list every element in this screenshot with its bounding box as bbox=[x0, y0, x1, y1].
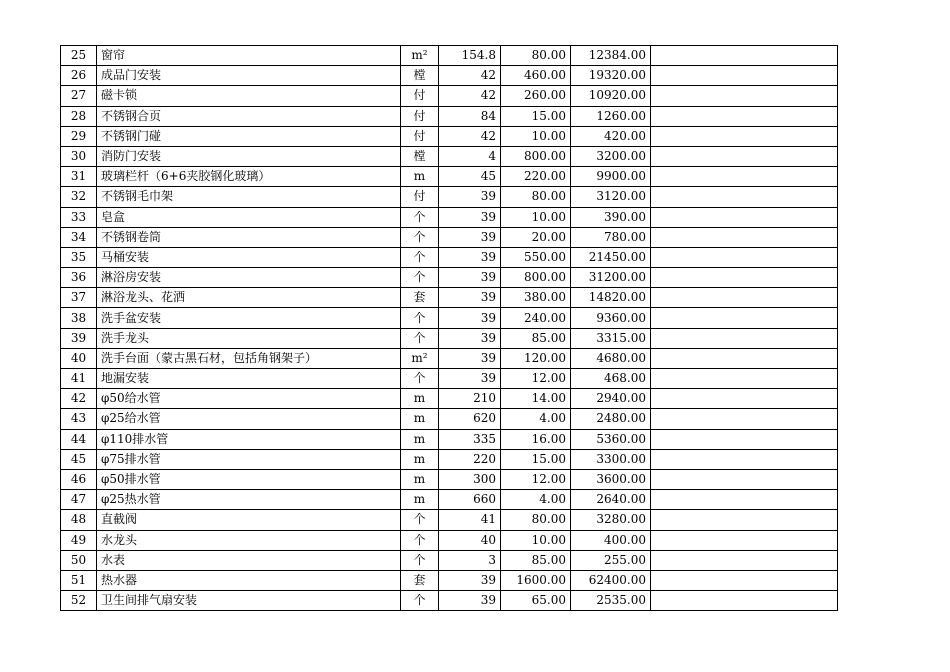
row-number-cell: 45 bbox=[61, 449, 97, 469]
amount-cell: 2940.00 bbox=[571, 389, 651, 409]
row-number-cell: 50 bbox=[61, 550, 97, 570]
row-number-cell: 48 bbox=[61, 510, 97, 530]
item-name-cell: 水表 bbox=[97, 550, 401, 570]
unit-cell: 个 bbox=[401, 227, 439, 247]
unit-cell: 个 bbox=[401, 369, 439, 389]
unit-cell: 个 bbox=[401, 308, 439, 328]
quantity-cell: 154.8 bbox=[439, 46, 501, 66]
unit-cell: 套 bbox=[401, 570, 439, 590]
amount-cell: 12384.00 bbox=[571, 46, 651, 66]
quantity-cell: 300 bbox=[439, 469, 501, 489]
quantity-cell: 39 bbox=[439, 207, 501, 227]
row-number-cell: 52 bbox=[61, 591, 97, 611]
empty-cell bbox=[651, 207, 838, 227]
empty-cell bbox=[651, 146, 838, 166]
item-name-cell: 不锈钢合页 bbox=[97, 106, 401, 126]
item-name-cell: 窗帘 bbox=[97, 46, 401, 66]
empty-cell bbox=[651, 268, 838, 288]
item-name-cell: φ110排水管 bbox=[97, 429, 401, 449]
unit-price-cell: 460.00 bbox=[501, 66, 571, 86]
amount-cell: 3600.00 bbox=[571, 469, 651, 489]
row-number-cell: 27 bbox=[61, 86, 97, 106]
unit-cell: m² bbox=[401, 46, 439, 66]
unit-price-cell: 800.00 bbox=[501, 268, 571, 288]
unit-cell: m bbox=[401, 490, 439, 510]
item-name-cell: 卫生间排气扇安装 bbox=[97, 591, 401, 611]
amount-cell: 2480.00 bbox=[571, 409, 651, 429]
item-name-cell: 淋浴房安装 bbox=[97, 268, 401, 288]
unit-cell: 个 bbox=[401, 510, 439, 530]
empty-cell bbox=[651, 530, 838, 550]
row-number-cell: 46 bbox=[61, 469, 97, 489]
unit-cell: 个 bbox=[401, 247, 439, 267]
quantity-cell: 41 bbox=[439, 510, 501, 530]
unit-price-cell: 85.00 bbox=[501, 328, 571, 348]
quantity-cell: 42 bbox=[439, 66, 501, 86]
row-number-cell: 31 bbox=[61, 167, 97, 187]
item-name-cell: 不锈钢门碰 bbox=[97, 126, 401, 146]
table-row bbox=[61, 570, 838, 590]
unit-price-cell: 10.00 bbox=[501, 207, 571, 227]
table-row bbox=[61, 348, 838, 368]
item-name-cell: 热水器 bbox=[97, 570, 401, 590]
item-name-cell: 洗手台面（蒙古黑石材，包括角钢架子） bbox=[97, 348, 401, 368]
amount-cell: 2640.00 bbox=[571, 490, 651, 510]
amount-cell: 9360.00 bbox=[571, 308, 651, 328]
quantity-cell: 39 bbox=[439, 369, 501, 389]
quantity-cell: 39 bbox=[439, 268, 501, 288]
item-name-cell: 水龙头 bbox=[97, 530, 401, 550]
empty-cell bbox=[651, 187, 838, 207]
unit-cell: m bbox=[401, 389, 439, 409]
row-number-cell: 47 bbox=[61, 490, 97, 510]
unit-cell: m bbox=[401, 167, 439, 187]
table-row bbox=[61, 449, 838, 469]
quantity-cell: 220 bbox=[439, 449, 501, 469]
table-row bbox=[61, 46, 838, 66]
quantity-cell: 39 bbox=[439, 591, 501, 611]
unit-cell: 个 bbox=[401, 550, 439, 570]
quantity-cell: 42 bbox=[439, 86, 501, 106]
amount-cell: 4680.00 bbox=[571, 348, 651, 368]
empty-cell bbox=[651, 167, 838, 187]
row-number-cell: 25 bbox=[61, 46, 97, 66]
amount-cell: 1260.00 bbox=[571, 106, 651, 126]
row-number-cell: 36 bbox=[61, 268, 97, 288]
quantity-cell: 39 bbox=[439, 348, 501, 368]
item-name-cell: 洗手龙头 bbox=[97, 328, 401, 348]
row-number-cell: 32 bbox=[61, 187, 97, 207]
empty-cell bbox=[651, 46, 838, 66]
quantity-cell: 40 bbox=[439, 530, 501, 550]
quantity-price-table bbox=[60, 45, 838, 611]
quantity-cell: 39 bbox=[439, 570, 501, 590]
unit-cell: 个 bbox=[401, 328, 439, 348]
item-name-cell: 消防门安装 bbox=[97, 146, 401, 166]
row-number-cell: 35 bbox=[61, 247, 97, 267]
empty-cell bbox=[651, 66, 838, 86]
empty-cell bbox=[651, 369, 838, 389]
row-number-cell: 33 bbox=[61, 207, 97, 227]
amount-cell: 9900.00 bbox=[571, 167, 651, 187]
table-row bbox=[61, 187, 838, 207]
table-row bbox=[61, 288, 838, 308]
quantity-cell: 335 bbox=[439, 429, 501, 449]
table-row bbox=[61, 469, 838, 489]
table-row bbox=[61, 429, 838, 449]
amount-cell: 420.00 bbox=[571, 126, 651, 146]
quantity-cell: 39 bbox=[439, 187, 501, 207]
item-name-cell: 不锈钢卷筒 bbox=[97, 227, 401, 247]
unit-price-cell: 12.00 bbox=[501, 469, 571, 489]
table-row bbox=[61, 146, 838, 166]
table-row bbox=[61, 268, 838, 288]
item-name-cell: 成品门安装 bbox=[97, 66, 401, 86]
item-name-cell: φ75排水管 bbox=[97, 449, 401, 469]
empty-cell bbox=[651, 328, 838, 348]
quantity-cell: 42 bbox=[439, 126, 501, 146]
table-row bbox=[61, 247, 838, 267]
unit-cell: 个 bbox=[401, 268, 439, 288]
empty-cell bbox=[651, 449, 838, 469]
unit-price-cell: 10.00 bbox=[501, 126, 571, 146]
unit-price-cell: 10.00 bbox=[501, 530, 571, 550]
empty-cell bbox=[651, 247, 838, 267]
unit-cell: 付 bbox=[401, 106, 439, 126]
empty-cell bbox=[651, 126, 838, 146]
item-name-cell: φ25给水管 bbox=[97, 409, 401, 429]
amount-cell: 19320.00 bbox=[571, 66, 651, 86]
row-number-cell: 26 bbox=[61, 66, 97, 86]
unit-cell: 个 bbox=[401, 591, 439, 611]
amount-cell: 468.00 bbox=[571, 369, 651, 389]
unit-cell: 个 bbox=[401, 530, 439, 550]
unit-price-cell: 80.00 bbox=[501, 46, 571, 66]
row-number-cell: 41 bbox=[61, 369, 97, 389]
empty-cell bbox=[651, 490, 838, 510]
quantity-cell: 39 bbox=[439, 328, 501, 348]
row-number-cell: 40 bbox=[61, 348, 97, 368]
item-name-cell: 磁卡锁 bbox=[97, 86, 401, 106]
amount-cell: 255.00 bbox=[571, 550, 651, 570]
empty-cell bbox=[651, 409, 838, 429]
table-row bbox=[61, 86, 838, 106]
empty-cell bbox=[651, 389, 838, 409]
amount-cell: 21450.00 bbox=[571, 247, 651, 267]
amount-cell: 2535.00 bbox=[571, 591, 651, 611]
amount-cell: 3280.00 bbox=[571, 510, 651, 530]
unit-price-cell: 12.00 bbox=[501, 369, 571, 389]
unit-cell: 樘 bbox=[401, 66, 439, 86]
row-number-cell: 51 bbox=[61, 570, 97, 590]
unit-cell: m bbox=[401, 449, 439, 469]
empty-cell bbox=[651, 570, 838, 590]
quantity-cell: 39 bbox=[439, 247, 501, 267]
unit-price-cell: 65.00 bbox=[501, 591, 571, 611]
unit-price-cell: 14.00 bbox=[501, 389, 571, 409]
table-row bbox=[61, 126, 838, 146]
amount-cell: 3200.00 bbox=[571, 146, 651, 166]
empty-cell bbox=[651, 510, 838, 530]
table-row bbox=[61, 530, 838, 550]
row-number-cell: 28 bbox=[61, 106, 97, 126]
row-number-cell: 49 bbox=[61, 530, 97, 550]
empty-cell bbox=[651, 106, 838, 126]
table-row bbox=[61, 207, 838, 227]
unit-price-cell: 85.00 bbox=[501, 550, 571, 570]
item-name-cell: 直截阀 bbox=[97, 510, 401, 530]
empty-cell bbox=[651, 348, 838, 368]
row-number-cell: 37 bbox=[61, 288, 97, 308]
row-number-cell: 34 bbox=[61, 227, 97, 247]
amount-cell: 3120.00 bbox=[571, 187, 651, 207]
amount-cell: 390.00 bbox=[571, 207, 651, 227]
empty-cell bbox=[651, 469, 838, 489]
table-row bbox=[61, 490, 838, 510]
amount-cell: 5360.00 bbox=[571, 429, 651, 449]
table-row bbox=[61, 510, 838, 530]
amount-cell: 14820.00 bbox=[571, 288, 651, 308]
unit-price-cell: 1600.00 bbox=[501, 570, 571, 590]
quantity-cell: 84 bbox=[439, 106, 501, 126]
row-number-cell: 42 bbox=[61, 389, 97, 409]
unit-cell: 个 bbox=[401, 207, 439, 227]
unit-cell: 樘 bbox=[401, 146, 439, 166]
amount-cell: 3315.00 bbox=[571, 328, 651, 348]
unit-price-cell: 80.00 bbox=[501, 187, 571, 207]
empty-cell bbox=[651, 591, 838, 611]
row-number-cell: 43 bbox=[61, 409, 97, 429]
table-row bbox=[61, 369, 838, 389]
table-row bbox=[61, 66, 838, 86]
unit-price-cell: 16.00 bbox=[501, 429, 571, 449]
item-name-cell: 不锈钢毛巾架 bbox=[97, 187, 401, 207]
row-number-cell: 44 bbox=[61, 429, 97, 449]
table-row bbox=[61, 106, 838, 126]
unit-price-cell: 80.00 bbox=[501, 510, 571, 530]
unit-cell: 付 bbox=[401, 126, 439, 146]
quantity-cell: 4 bbox=[439, 146, 501, 166]
unit-price-cell: 4.00 bbox=[501, 490, 571, 510]
quantity-cell: 39 bbox=[439, 308, 501, 328]
unit-price-cell: 380.00 bbox=[501, 288, 571, 308]
empty-cell bbox=[651, 429, 838, 449]
unit-price-cell: 240.00 bbox=[501, 308, 571, 328]
item-name-cell: φ50给水管 bbox=[97, 389, 401, 409]
item-name-cell: φ25热水管 bbox=[97, 490, 401, 510]
empty-cell bbox=[651, 288, 838, 308]
quantity-cell: 39 bbox=[439, 227, 501, 247]
quantity-cell: 210 bbox=[439, 389, 501, 409]
quantity-cell: 45 bbox=[439, 167, 501, 187]
row-number-cell: 30 bbox=[61, 146, 97, 166]
item-name-cell: 玻璃栏杆（6+6夹胶钢化玻璃） bbox=[97, 167, 401, 187]
item-name-cell: 洗手盆安装 bbox=[97, 308, 401, 328]
empty-cell bbox=[651, 308, 838, 328]
unit-cell: 付 bbox=[401, 187, 439, 207]
table-row bbox=[61, 591, 838, 611]
table-row bbox=[61, 550, 838, 570]
amount-cell: 400.00 bbox=[571, 530, 651, 550]
quantity-cell: 3 bbox=[439, 550, 501, 570]
table-row bbox=[61, 308, 838, 328]
unit-cell: m bbox=[401, 469, 439, 489]
table-row bbox=[61, 328, 838, 348]
table-row bbox=[61, 409, 838, 429]
table-row bbox=[61, 167, 838, 187]
unit-cell: m bbox=[401, 429, 439, 449]
unit-cell: 付 bbox=[401, 86, 439, 106]
unit-cell: m bbox=[401, 409, 439, 429]
amount-cell: 780.00 bbox=[571, 227, 651, 247]
unit-price-cell: 120.00 bbox=[501, 348, 571, 368]
table-body bbox=[61, 46, 838, 611]
amount-cell: 62400.00 bbox=[571, 570, 651, 590]
unit-price-cell: 800.00 bbox=[501, 146, 571, 166]
item-name-cell: 地漏安装 bbox=[97, 369, 401, 389]
unit-price-cell: 550.00 bbox=[501, 247, 571, 267]
unit-cell: m² bbox=[401, 348, 439, 368]
amount-cell: 3300.00 bbox=[571, 449, 651, 469]
empty-cell bbox=[651, 227, 838, 247]
quantity-cell: 660 bbox=[439, 490, 501, 510]
item-name-cell: 皂盒 bbox=[97, 207, 401, 227]
unit-price-cell: 15.00 bbox=[501, 449, 571, 469]
quantity-cell: 39 bbox=[439, 288, 501, 308]
unit-cell: 套 bbox=[401, 288, 439, 308]
table-row bbox=[61, 389, 838, 409]
row-number-cell: 39 bbox=[61, 328, 97, 348]
empty-cell bbox=[651, 550, 838, 570]
empty-cell bbox=[651, 86, 838, 106]
amount-cell: 10920.00 bbox=[571, 86, 651, 106]
unit-price-cell: 220.00 bbox=[501, 167, 571, 187]
item-name-cell: 淋浴龙头、花洒 bbox=[97, 288, 401, 308]
table-row bbox=[61, 227, 838, 247]
row-number-cell: 29 bbox=[61, 126, 97, 146]
unit-price-cell: 20.00 bbox=[501, 227, 571, 247]
item-name-cell: 马桶安装 bbox=[97, 247, 401, 267]
quantity-cell: 620 bbox=[439, 409, 501, 429]
item-name-cell: φ50排水管 bbox=[97, 469, 401, 489]
amount-cell: 31200.00 bbox=[571, 268, 651, 288]
unit-price-cell: 15.00 bbox=[501, 106, 571, 126]
row-number-cell: 38 bbox=[61, 308, 97, 328]
unit-price-cell: 4.00 bbox=[501, 409, 571, 429]
unit-price-cell: 260.00 bbox=[501, 86, 571, 106]
